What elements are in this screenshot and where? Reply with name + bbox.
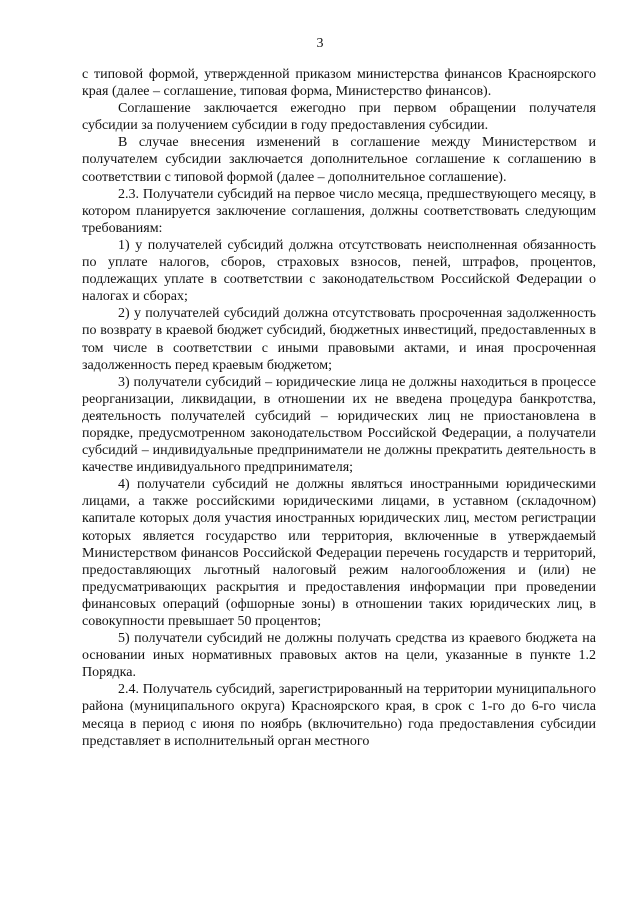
paragraph-requirement-3: 3) получатели субсидий – юридические лица не должны находиться в процессе реорганизации, ликвидации, в отношении их не введена процедура банкротства, деятельность получателей субсидий – юридических лиц не приостановлена в порядке, предусмотренном законодательством Российской Федерации, а получатели субсидий – индивидуальные предприниматели не должны прекратить деятельность в качестве индивидуального предпринимателя;	[82, 374, 596, 476]
paragraph-requirement-1: 1) у получателей субсидий должна отсутствовать неисполненная обязанность по уплате налогов, сборов, страховых взносов, пеней, штрафов, процентов, подлежащих уплате в соответствии с законодательством Российской Федерации о налогах и сборах;	[82, 237, 596, 305]
paragraph-requirement-4: 4) получатели субсидий не должны являться иностранными юридическими лицами, а также российскими юридическими лицами, в уставном (складочном) капитале которых доля участия иностранных юридических лиц, местом регистрации которых является государство или территория, включенные в утверждаемый Министерством финансов Российской Федерации перечень государств и территорий, предоставляющих льготный налоговый режим налогообложения и (или) не предусматривающих раскрытия и предоставления информации при проведении финансовых операций (офшорные зоны) в отношении таких юридических лиц, в совокупности превышает 50 процентов;	[82, 477, 596, 629]
document-body	[82, 66, 596, 750]
paragraph-agreement-form: с типовой формой, утвержденной приказом министерства финансов Красноярского края (далее – соглашение, типовая форма, Министерство финансов).	[82, 67, 596, 100]
paragraph-clause-2-3: 2.3. Получатели субсидий на первое число месяца, предшествующего месяцу, в котором планируется заключение соглашения, должны соответствовать следующим требованиям:	[82, 186, 596, 236]
paragraph-agreement-annual: Соглашение заключается ежегодно при первом обращении получателя субсидии за получением субсидии в году предоставления субсидии.	[82, 101, 596, 134]
paragraph-clause-2-4: 2.4. Получатель субсидий, зарегистрированный на территории муниципального района (муниципального округа) Красноярского края, в срок с 1-го до 6-го числа месяца в период с июня по ноябрь (включительно) года предоставления субсидии представляет в исполнительный орган местного	[82, 682, 596, 749]
paragraph-requirement-5: 5) получатели субсидий не должны получать средства из краевого бюджета на основании иных нормативных правовых актов на цели, указанные в пункте 1.2 Порядка.	[82, 631, 596, 681]
paragraph-additional-agreement: В случае внесения изменений в соглашение между Министерством и получателем субсидии заключается дополнительное соглашение к соглашению в соответствии с типовой формой (далее – дополнительное соглашение).	[82, 135, 596, 185]
paragraph-requirement-2: 2) у получателей субсидий должна отсутствовать просроченная задолженность по возврату в краевой бюджет субсидий, бюджетных инвестиций, предоставленных в том числе в соответствии с иными правовыми актами, и иная просроченная задолженность перед краевым бюджетом;	[82, 306, 596, 373]
page-number: 3	[316, 36, 324, 51]
